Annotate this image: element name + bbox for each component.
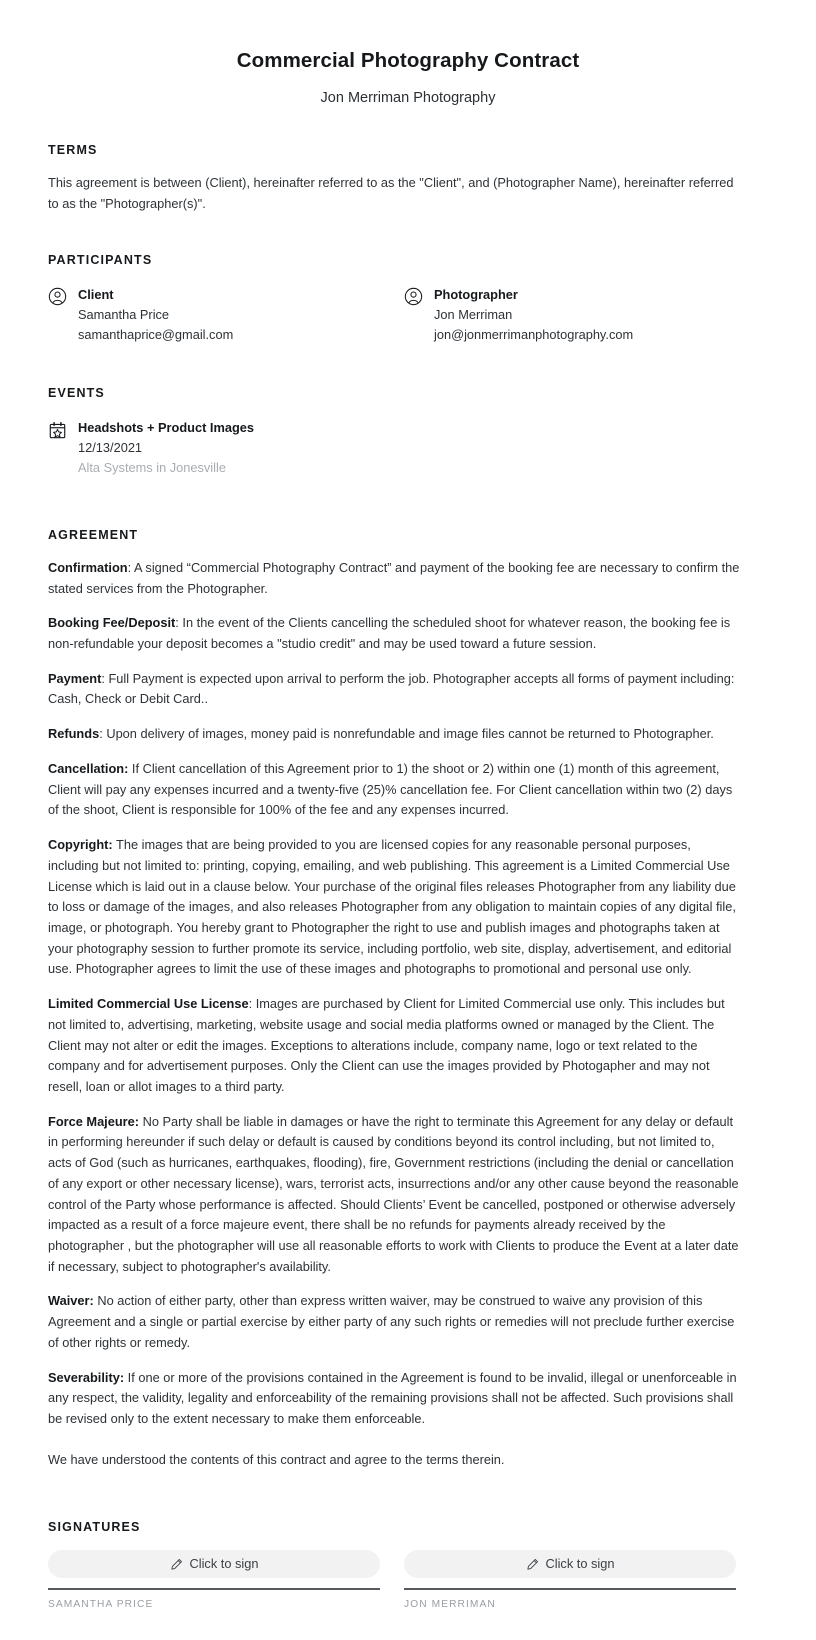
clause-text: If Client cancellation of this Agreement prior to 1) the shoot or 2) within one (1) month of this agreement, Client will pay any expenses incurred and a twenty-five (25)% cancellation fee. For Client cancellation within two (2) days of the shoot, Client is responsible for 100% of the fee and any expenses incurred. <box>48 760 733 818</box>
agreement-closing-statement: We have understood the contents of this contract and agree to the terms therein. <box>48 1451 505 1467</box>
clause-text: In the event of the Clients cancelling the scheduled shoot for whatever reason, the booking fee is non-refundable your deposit becomes a "studio credit" and may be used toward a future session. <box>48 615 731 652</box>
participants-grid <box>48 285 768 344</box>
participant-email: jon@jonmerrimanphotography.com <box>434 326 634 342</box>
event-location: Alta Systems in Jonesville <box>78 460 226 476</box>
clause-label: Cancellation: <box>48 760 129 776</box>
click-to-sign-button-photographer[interactable] <box>404 1550 736 1578</box>
signatures-section <box>48 1520 768 1610</box>
agreement-heading: AGREEMENT <box>48 527 139 542</box>
clause-copyright <box>48 835 740 980</box>
event-name: Headshots + Product Images <box>78 420 255 436</box>
sign-button-label: Click to sign <box>545 1556 615 1572</box>
participant-photographer <box>404 285 760 344</box>
participant-name: Samantha Price <box>78 306 170 322</box>
participant-role: Photographer <box>434 286 518 302</box>
clause-label: Payment <box>48 670 102 686</box>
clause-refunds <box>48 724 740 745</box>
clause-text: Upon delivery of images, money paid is nonrefundable and image files cannot be returned to Photographer. <box>106 726 714 742</box>
clause-text: The images that are being provided to you are licensed copies for any reasonable personal purposes, including but not limited to: printing, copying, emailing, and web publishing. This agreement is a Limited Commercial Use License which is laid out in a clause below. Your purchase of the original files releases Photographer from any liability due to loss or damage of the images, and also releases Photographer from any obligation to maintain copies of any digital file, image, or photograph. You hereby grant to Photographer the right to use and publish images and photographs taken at your photography session to further promote its service, including portfolio, web site, display, advertisement, and editorial use. Photographer agrees to limit the use of these images and photographs to promotional and personal use only. <box>48 837 736 977</box>
terms-body: This agreement is between (Client), hereinafter referred to as the "Client", and (Photographer Name), hereinafter referred to as the "Photographer(s)". <box>48 175 734 212</box>
clause-text: If one or more of the provisions contained in the Agreement is found to be invalid, illegal or unenforceable in any respect, the validity, legality and enforceability of the remaining provisions shall not be affected. Such provisions shall be revised only to the extent necessary to make them enforceable. <box>48 1369 737 1427</box>
events-heading: EVENTS <box>48 386 105 401</box>
clause-payment <box>48 669 740 710</box>
pencil-icon <box>526 1558 539 1571</box>
clause-text: No Party shall be liable in damages or have the right to terminate this Agreement for any delay or default in performing hereunder if such delay or default is caused by conditions beyond its control including, but not limited to, acts of God (such as hurricanes, earthquakes, flooding), fire, Government restrictions (including the denial or cancellation of any export or other necessary license), wars, terrorist acts, insurrections and/or any other cause beyond the reasonable control of the Party whose performance is affected. Should Clients’ Event be cancelled, postponed or otherwise adversely impacted as a result of a force majeure event, there shall be no refunds for payments already received by the photographer , but the photographer will use all reasonable efforts to work with Clients to produce the Event at a later date if necessary, subject to photographer's availability. <box>48 1113 739 1274</box>
signatures-heading: SIGNATURES <box>48 1520 141 1535</box>
agreement-clauses <box>48 558 768 1471</box>
event-details <box>78 418 254 477</box>
clause-text: No action of either party, other than express written waiver, may be construed to waive any provision of this Agreement and a single or partial exercise by either party of any such rights or remedies will not preclude further exercise of other rights or remedy. <box>48 1293 735 1350</box>
clause-waiver <box>48 1291 740 1353</box>
clause-label: Severability: <box>48 1369 125 1385</box>
calendar-star-icon <box>48 421 67 440</box>
clause-text: Images are purchased by Client for Limited Commercial use only. This includes but not limited to, advertising, marketing, website usage and social media platforms owned or managed by the Client. The Client may not alter or edit the images. Exceptions to alterations include, company name, logo or text related to the company and for advertisement purposes. Only the Client can use the images provided by Photogapher and may not resell, loan or allot images to a third party. <box>48 996 725 1094</box>
clause-label: Refunds <box>48 726 100 742</box>
events-section <box>48 386 768 477</box>
agreement-section <box>48 528 768 1471</box>
document-subtitle: Jon Merriman Photography <box>320 89 496 106</box>
signature-block-client <box>48 1550 380 1610</box>
terms-section <box>48 143 768 214</box>
signatures-grid <box>48 1550 768 1610</box>
signer-name: JON MERRIMAN <box>404 1599 496 1611</box>
participant-details <box>78 285 233 344</box>
clause-separator: : <box>175 615 183 631</box>
participant-email: samanthaprice@gmail.com <box>78 326 234 342</box>
sign-button-label: Click to sign <box>189 1556 259 1572</box>
signature-block-photographer <box>404 1550 736 1610</box>
clause-separator: : <box>99 726 107 742</box>
participant-role: Client <box>78 286 114 302</box>
clause-separator: : <box>248 996 256 1012</box>
clause-severability <box>48 1368 740 1430</box>
person-circle-icon <box>48 287 67 306</box>
clause-label: Booking Fee/Deposit <box>48 615 176 631</box>
document-header <box>48 0 768 107</box>
signature-line <box>404 1588 736 1590</box>
participant-details <box>434 285 633 344</box>
signer-name: SAMANTHA PRICE <box>48 1599 154 1611</box>
clause-confirmation <box>48 558 740 599</box>
participants-section <box>48 253 768 344</box>
clause-label: Confirmation <box>48 559 128 575</box>
terms-heading: TERMS <box>48 143 98 158</box>
clause-label: Force Majeure: <box>48 1113 140 1129</box>
clause-booking-fee-deposit <box>48 613 740 654</box>
events-list <box>48 418 768 477</box>
clause-label: Copyright: <box>48 837 113 853</box>
clause-text: A signed “Commercial Photography Contract” and payment of the booking fee are necessary to confirm the stated services from the Photographer. <box>48 559 740 596</box>
clause-label: Limited Commercial Use License <box>48 996 249 1012</box>
click-to-sign-button-client[interactable] <box>48 1550 380 1578</box>
clause-text: Full Payment is expected upon arrival to perform the job. Photographer accepts all forms of payment including: Cash, Check or Debit Card.. <box>48 670 735 707</box>
participant-name: Jon Merriman <box>434 306 513 322</box>
person-circle-icon <box>404 287 423 306</box>
pencil-icon <box>170 1558 183 1571</box>
participant-client <box>48 285 404 344</box>
signature-line <box>48 1588 380 1590</box>
clause-force-majeure <box>48 1112 740 1278</box>
clause-separator: : <box>127 559 135 575</box>
clause-limited-commercial-use-license <box>48 994 740 1098</box>
clause-cancellation <box>48 759 740 821</box>
list-item <box>48 418 768 477</box>
event-date: 12/13/2021 <box>78 440 143 456</box>
participants-heading: PARTICIPANTS <box>48 252 153 267</box>
clause-label: Waiver: <box>48 1293 94 1309</box>
page-title: Commercial Photography Contract <box>236 49 580 72</box>
clause-separator: : <box>101 670 109 686</box>
